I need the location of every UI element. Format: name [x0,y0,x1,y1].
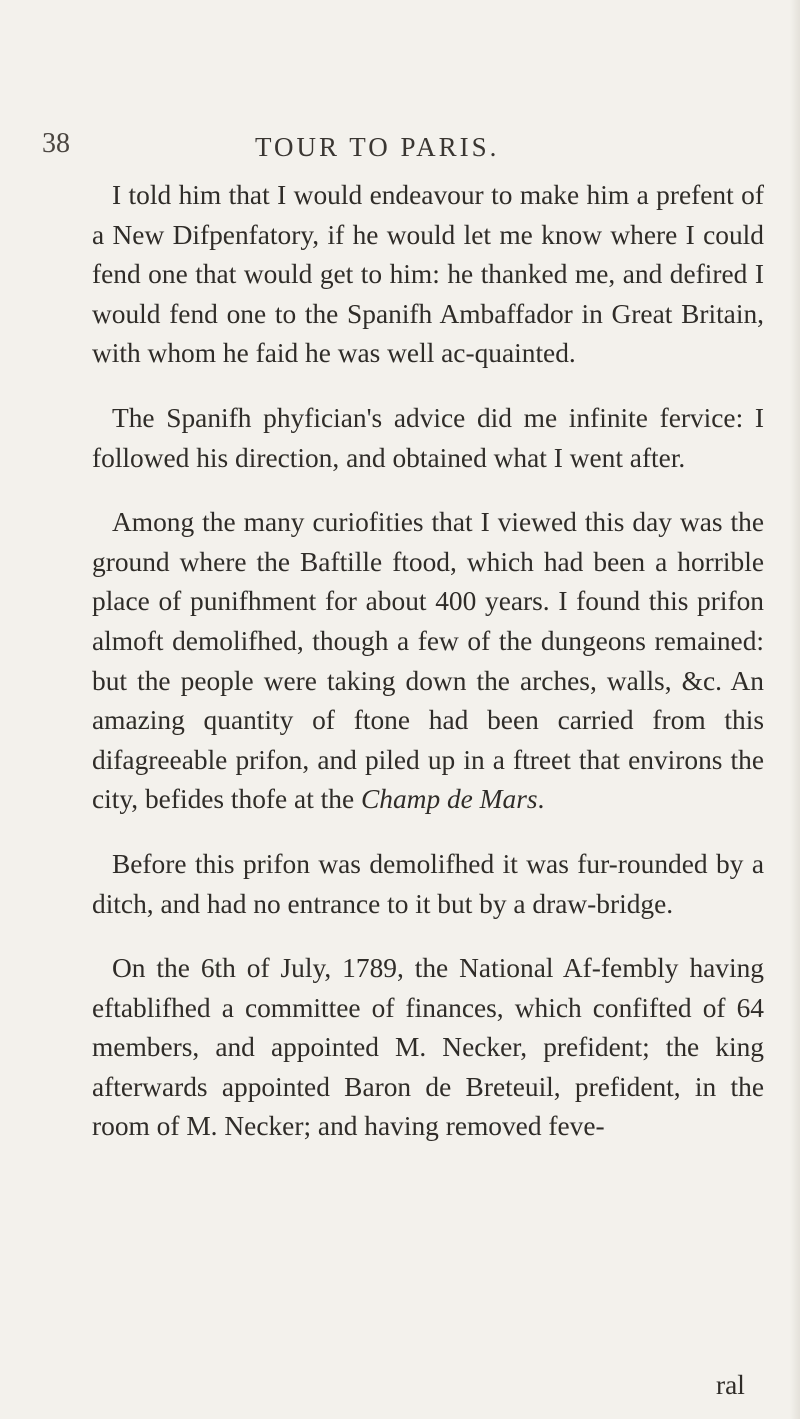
paragraph-2: The Spanifh phyfician's advice did me infinite fervice: I followed his direction, and obtained what I went after. [92,402,764,473]
page-edge [790,0,800,1419]
body-text [92,176,764,1147]
paragraph-4: Before this prifon was demolifhed it was fur-rounded by a ditch, and had no entrance to it but by a draw-bridge. [92,848,764,919]
running-title: TOUR TO PARIS. [255,132,500,162]
page-number: 38 [42,128,70,159]
paragraph-5: On the 6th of July, 1789, the National Af-fembly having eftablifhed a committee of finances, which confifted of 64 members, and appointed M. Necker, prefident; the king afterwards appointed Baron de Breteuil, prefident, in the room of M. Necker; and having removed feve- [92,953,764,1142]
catchword: ral [716,1370,745,1400]
paragraph-3 [92,503,764,820]
paragraph-1: I told him that I would endeavour to make him a prefent of a New Difpenfatory, if he would let me know where I could fend one that would get to him: he thanked me, and defired I would fend one to the Spanifh Ambaffador in Great Britain, with whom he faid he was well ac-quainted. [92,180,764,369]
champ-de-mars: Champ de Mars [361,784,538,815]
paragraph-3-text: Among the many curiofities that I viewed this day was the ground where the Baftille ftood, which had been a horrible place of punifhment for about 400 years. I found this prifon almoft demolifhed, though a few of the dungeons remained: but the people were taking down the arches, walls, &c. An amazing quantity of ftone had been carried from this difagreeable prifon, and piled up in a ftreet that environs the city, befides thofe at the [92,507,764,815]
paragraph-3-end: . [537,784,545,815]
